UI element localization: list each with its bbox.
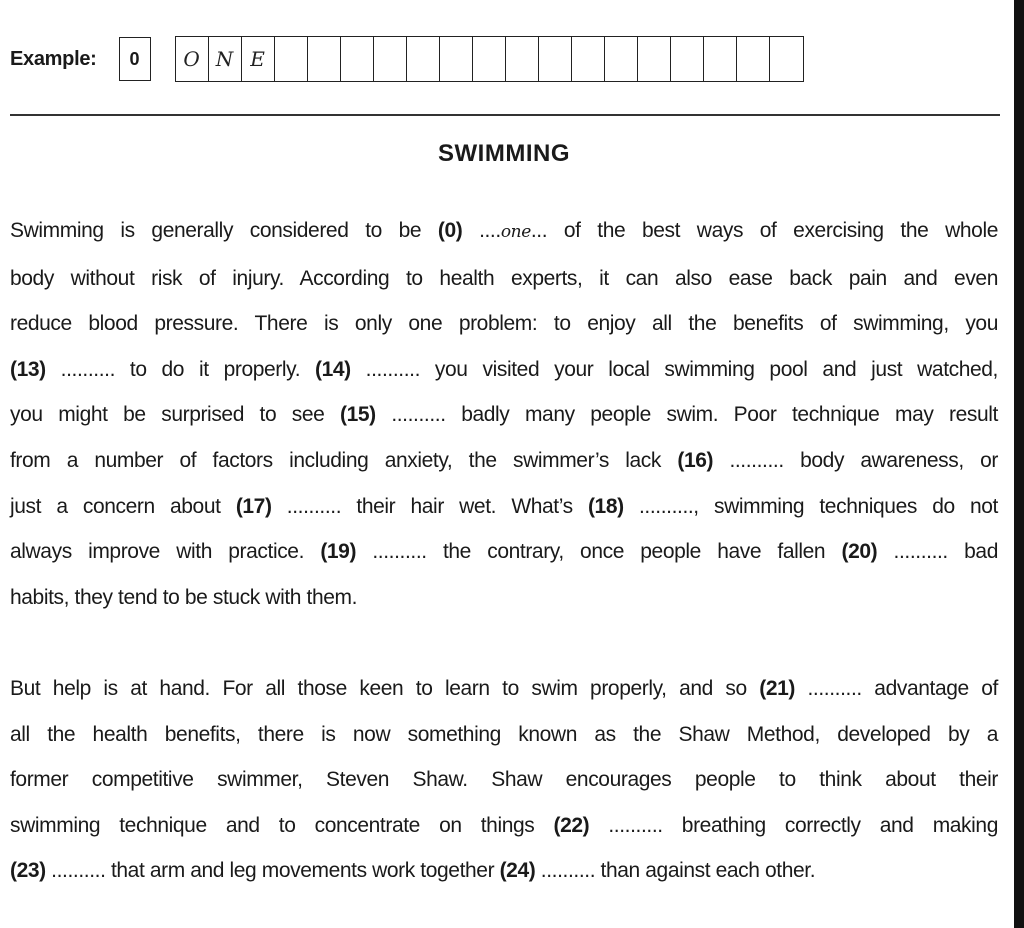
line-text: .......... body awareness, or	[713, 448, 998, 472]
line-text: .......... the contrary, once people have fallen	[356, 540, 842, 564]
letter-cell	[473, 37, 506, 81]
line-text: body without risk of injury. According to health experts, it can also ease back pain and even	[10, 266, 998, 290]
line-text: .......... their hair wet. What’s	[271, 494, 588, 518]
gap-number: (13)	[10, 357, 46, 381]
letter-cell	[539, 37, 572, 81]
line-text: former competitive swimmer, Steven Shaw. Shaw encourages people to think about their	[10, 768, 998, 792]
line-text: .........., swimming techniques do not	[623, 494, 998, 518]
text-line	[10, 484, 998, 530]
example-label: Example:	[10, 47, 97, 70]
letter-cell	[440, 37, 473, 81]
text-line	[10, 301, 998, 347]
line-text: .......... breathing correctly and making	[589, 813, 998, 837]
gap-number: (21)	[759, 677, 795, 700]
text-line	[10, 803, 998, 849]
page-edge-shadow	[1014, 0, 1024, 928]
line-text: always improve with practice.	[10, 540, 321, 564]
paragraph-1	[10, 208, 998, 620]
letter-cell	[671, 37, 704, 81]
text-line	[10, 392, 998, 438]
text-line	[10, 256, 998, 302]
gap-dots: ....	[462, 219, 501, 242]
gap-dots: ...	[530, 219, 548, 242]
gap-number: (24)	[499, 859, 536, 883]
example-number-box	[119, 37, 151, 81]
text-line	[10, 208, 998, 256]
line-text: .......... that arm and leg movements work together	[45, 859, 500, 883]
letter-cell	[572, 37, 605, 81]
line-text: you might be surprised to see	[10, 403, 341, 427]
letter-cell	[275, 37, 308, 81]
line-text: of the best ways of exercising the whole	[547, 219, 998, 242]
letter-cell	[341, 37, 374, 81]
line-text: .......... advantage of	[795, 677, 998, 700]
line-text: habits, they tend to be stuck with them.	[10, 585, 358, 609]
gap-number: (14)	[315, 357, 351, 381]
text-line	[10, 347, 998, 393]
letter-cell	[704, 37, 737, 81]
divider-line	[10, 114, 1000, 116]
text-line	[10, 757, 998, 803]
gap-number: (19)	[320, 540, 357, 564]
gap-number: (15)	[340, 403, 376, 427]
letter-cell	[407, 37, 440, 81]
letter-cell	[737, 37, 770, 81]
gap-number: (23)	[10, 859, 46, 883]
example-answer: one	[500, 222, 531, 242]
text-line	[10, 575, 998, 621]
letter-cell	[638, 37, 671, 81]
letter-cell: E	[242, 37, 275, 81]
text-line	[10, 438, 998, 484]
text-line	[10, 666, 998, 712]
letter-cell	[605, 37, 638, 81]
text-line	[10, 529, 998, 575]
gap-number: (17)	[235, 494, 272, 518]
gap-number: (0)	[437, 219, 463, 242]
letter-cell	[770, 37, 803, 81]
line-text: Swimming is generally considered to be	[10, 219, 438, 242]
line-text: from a number of factors including anxiety, the swimmer’s lack	[10, 448, 678, 472]
letter-cell	[506, 37, 539, 81]
gap-number: (16)	[677, 448, 714, 472]
answer-letter-grid	[175, 36, 804, 82]
line-text: .......... you visited your local swimming pool and just watched,	[350, 357, 998, 381]
line-text: all the health benefits, there is now something known as the Shaw Method, developed by a	[10, 722, 998, 746]
line-text: reduce blood pressure. There is only one problem: to enjoy all the benefits of swimming, you	[10, 312, 998, 336]
text-line	[10, 848, 998, 894]
line-text: .......... bad	[877, 540, 998, 564]
passage-title: SWIMMING	[438, 140, 570, 167]
line-text: .......... to do it properly.	[45, 357, 316, 381]
letter-cell	[374, 37, 407, 81]
paragraph-2	[10, 666, 998, 894]
gap-number: (22)	[553, 813, 590, 837]
text-line	[10, 712, 998, 758]
example-row	[10, 36, 804, 82]
gap-number: (20)	[841, 540, 878, 564]
letter-cell: N	[209, 37, 242, 81]
line-text: .......... badly many people swim. Poor technique may result	[375, 403, 998, 427]
line-text: swimming technique and to concentrate on things	[10, 813, 554, 837]
line-text: just a concern about	[10, 494, 236, 518]
line-text: But help is at hand. For all those keen to learn to swim properly, and so	[10, 677, 760, 700]
letter-cell	[308, 37, 341, 81]
example-number: 0	[129, 48, 140, 69]
letter-cell: O	[176, 37, 209, 81]
gap-number: (18)	[587, 494, 624, 518]
line-text: .......... than against each other.	[535, 859, 816, 883]
